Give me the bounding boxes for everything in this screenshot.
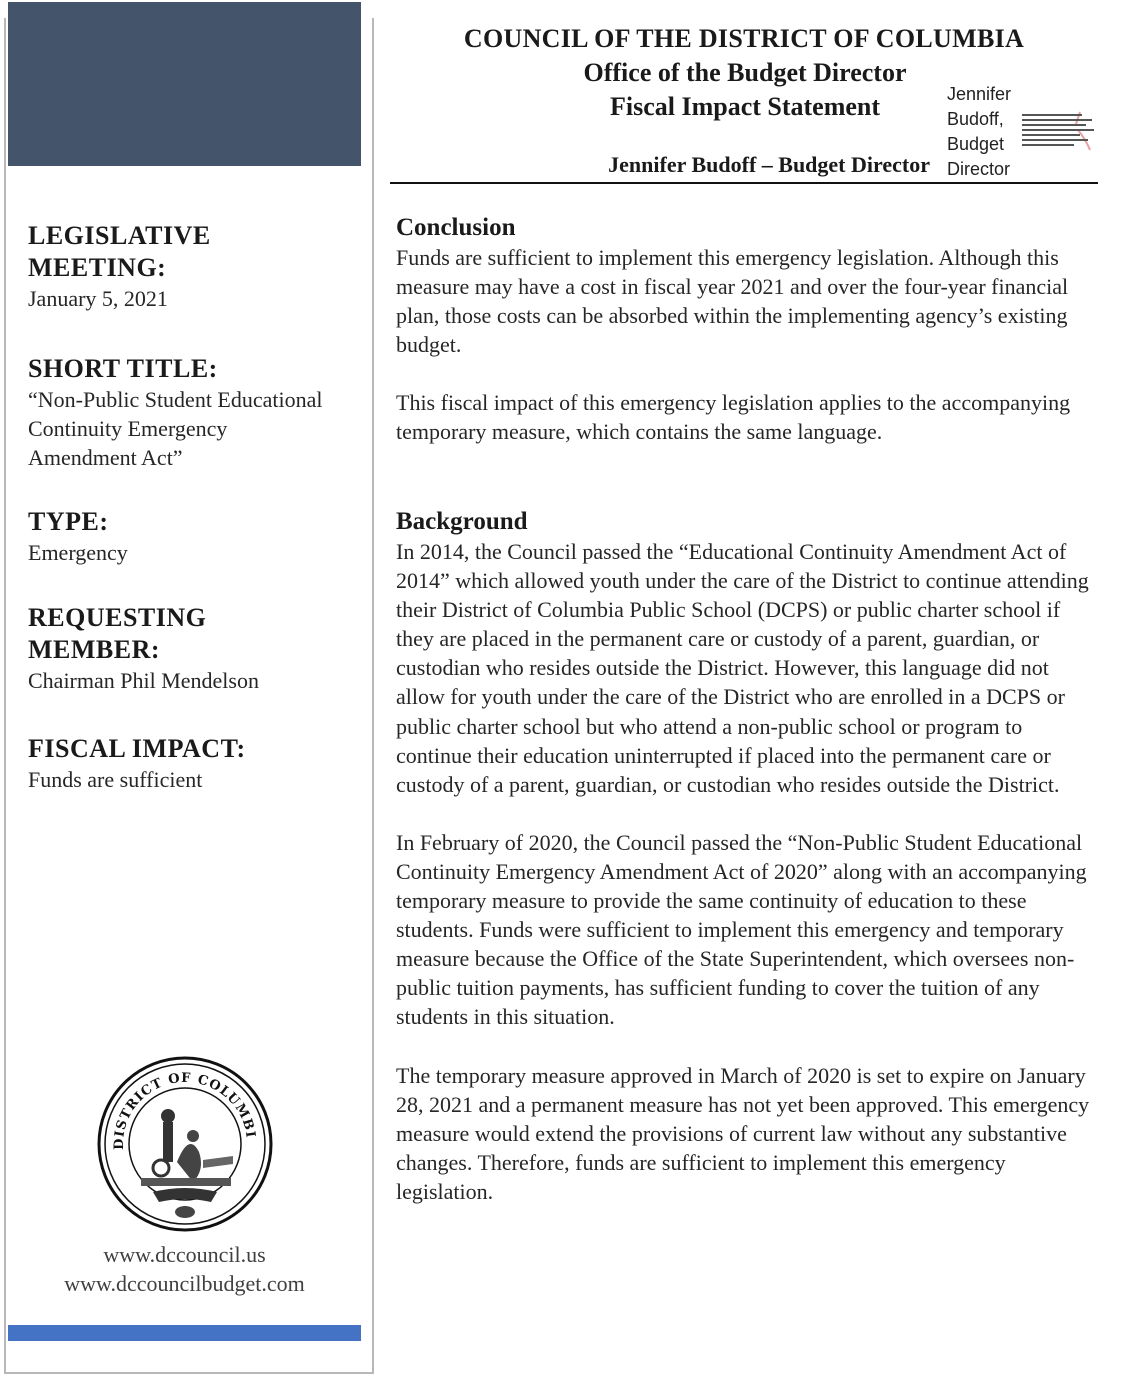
fiscal-impact-block [28, 733, 358, 794]
background-paragraph-3: The temporary measure approved in March of 2020 is set to expire on January 28, 2021 and a permanent measure has not yet been approved. This emergency measure would extend the provisions of current law without any substantive changes. Therefore, funds are sufficient to implement this emergency legislation. [396, 1062, 1090, 1204]
document-type: Fiscal Impact Statement [609, 92, 881, 121]
short-title-label: SHORT TITLE: [28, 354, 218, 383]
type-block [28, 506, 358, 567]
conclusion-paragraph-2: This fiscal impact of this emergency legislation applies to the accompanying temporary measure, which contains the same language. [396, 390, 1071, 445]
background-paragraph-1: In 2014, the Council passed the “Educational Continuity Amendment Act of 2014” which allowed youth under the care of the District to continue attending their District of Columbia Public School (DCPS) or public charter school if they are placed in the permanent care or custody of a parent, guardian, or custodian who resides outside the District. However, this language did not allow for youth under the care of the District who are enrolled in a DCPS or public charter school but who attend a non-public school or program to continue their education uninterrupted if placed into the permanent care or custody of a parent, guardian, or custodian who resides outside the District. [396, 539, 1089, 797]
type-label: TYPE: [28, 507, 109, 536]
website-links [8, 1240, 361, 1298]
meeting-block [28, 220, 358, 313]
conclusion-section [396, 213, 1096, 447]
requesting-value: Chairman Phil Mendelson [28, 668, 259, 693]
district-seal-icon [93, 1052, 278, 1232]
director-line: Jennifer Budoff – Budget Director [608, 152, 930, 177]
signature-name: Jennifer Budoff, Budget Director [947, 84, 1012, 179]
meeting-value: January 5, 2021 [28, 286, 168, 311]
council-link[interactable]: www.dccouncil.us [103, 1242, 266, 1267]
conclusion-heading: Conclusion [396, 214, 516, 241]
seal-text: DISTRICT OF COLUMBI [111, 1070, 258, 1150]
fiscal-impact-value: Funds are sufficient [28, 767, 203, 792]
requesting-label: REQUESTING MEMBER: [28, 603, 207, 664]
sidebar-footer-band [8, 1325, 361, 1341]
org-title: COUNCIL OF THE DISTRICT OF COLUMBIA [463, 24, 1025, 53]
background-paragraph-2: In February of 2020, the Council passed the “Non-Public Student Educational Continuity Emergency Amendment Act of 2020” along with an accompanying temporary measure to provide the same continuity of education to these students. Funds were sufficient to implement this emergency and temporary measure because the Office of the State Superintendent, which oversees non-public tuition payments, has sufficient funding to cover the tuition of any students in this situation. [396, 829, 1087, 1030]
meeting-label: LEGISLATIVE MEETING: [28, 221, 211, 282]
background-section [396, 507, 1096, 1206]
short-title-block [28, 353, 358, 472]
requesting-block [28, 602, 358, 695]
header-rule [390, 182, 1098, 184]
office-title: Office of the Budget Director [583, 58, 907, 87]
short-title-value: “Non-Public Student Educational Continuity Emergency Amendment Act” [28, 387, 323, 470]
conclusion-paragraph-1: Funds are sufficient to implement this emergency legislation. Although this measure may have a cost in fiscal year 2021 and over the four-year financial plan, those costs can be absorbed within the implementing agency’s existing budget. [396, 245, 1069, 358]
sidebar-header-band [8, 2, 361, 166]
digital-signature-stamp-icon [1020, 110, 1102, 152]
fiscal-impact-label: FISCAL IMPACT: [28, 734, 246, 763]
budget-link[interactable]: www.dccouncilbudget.com [64, 1271, 305, 1296]
background-heading: Background [396, 508, 528, 535]
type-value: Emergency [28, 540, 128, 565]
